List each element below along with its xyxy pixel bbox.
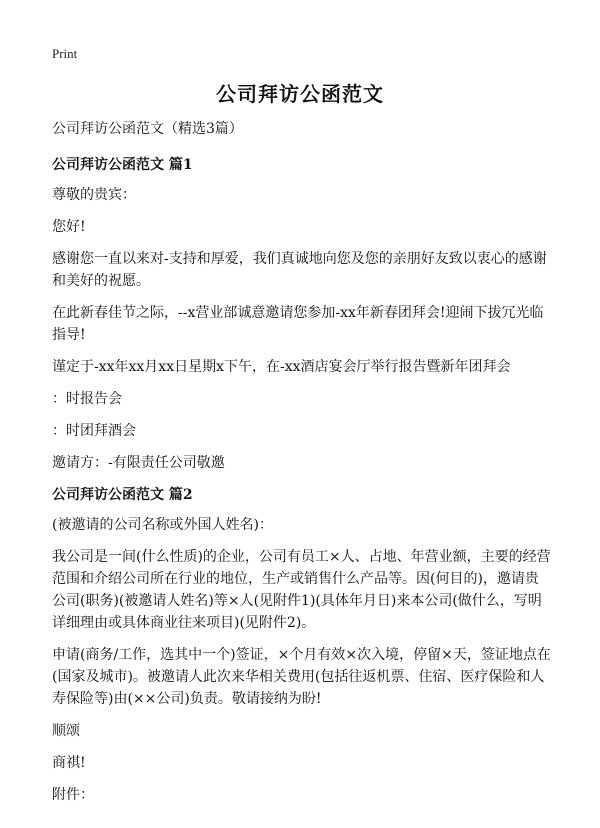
section-2-closing-1: 顺颂	[52, 723, 80, 739]
section-1-paragraph-1: 感谢您一直以来对-支持和厚爱，我们真诚地向您及您的亲朋好友致以衷心的感谢和美好的祝愿。	[52, 251, 547, 289]
document-body	[52, 118, 552, 816]
document-title: 公司拜访公函范文	[216, 82, 384, 106]
section-2-closing-2: 商祺!	[52, 755, 86, 771]
section-1-paragraph-2: 在此新春佳节之际，--x营业部诚意邀请您参加-xx年新春团拜会!迎闹下拔冗光临指导!	[52, 305, 544, 343]
section-1-salutation: 尊敬的贵宾：	[52, 187, 136, 203]
section-2-paragraph-1: 我公司是一间(什么性质)的企业，公司有员工×人、占地、年营业额，主要的经营范围和介绍公司所在行业的地位，生产或销售什么产品等。因(何目的)，邀请贵公司(职务)(被邀请人姓名)等×人(见附件1)(具体年月日)来本公司(做什么，写明详细理由或具体商业往来项目)(见附件2)。	[52, 549, 551, 631]
section-1-heading: 公司拜访公函范文 篇1	[52, 157, 193, 173]
print-label: Print	[52, 46, 78, 61]
document-subtitle: 公司拜访公函范文（精选3篇）	[52, 121, 243, 137]
section-1-inviter: 邀请方：-有限责任公司敬邀	[52, 455, 225, 471]
section-2-heading: 公司拜访公函范文 篇2	[52, 487, 193, 503]
section-2-paragraph-2: 申请(商务/工作，选其中一个)签证，×个月有效×次入境，停留×天，签证地点在(国家及城市)。被邀请人此次来华相关费用(包括往返机票、住宿、医疗保险和人寿保险等)由(××公司)负责。敬请接纳为盼!	[52, 647, 551, 707]
section-1-item-2: ：时团拜酒会	[52, 423, 136, 439]
section-1-item-1: ：时报告会	[52, 391, 122, 407]
section-1-paragraph-3: 谨定于-xx年xx月xx日星期x下午，在-xx酒店宴会厅举行报告暨新年团拜会	[52, 359, 511, 375]
section-1-greeting: 您好!	[52, 219, 86, 235]
section-2-salutation: (被邀请的公司名称或外国人姓名)：	[52, 517, 273, 533]
section-2-attachment: 附件：	[52, 787, 94, 803]
